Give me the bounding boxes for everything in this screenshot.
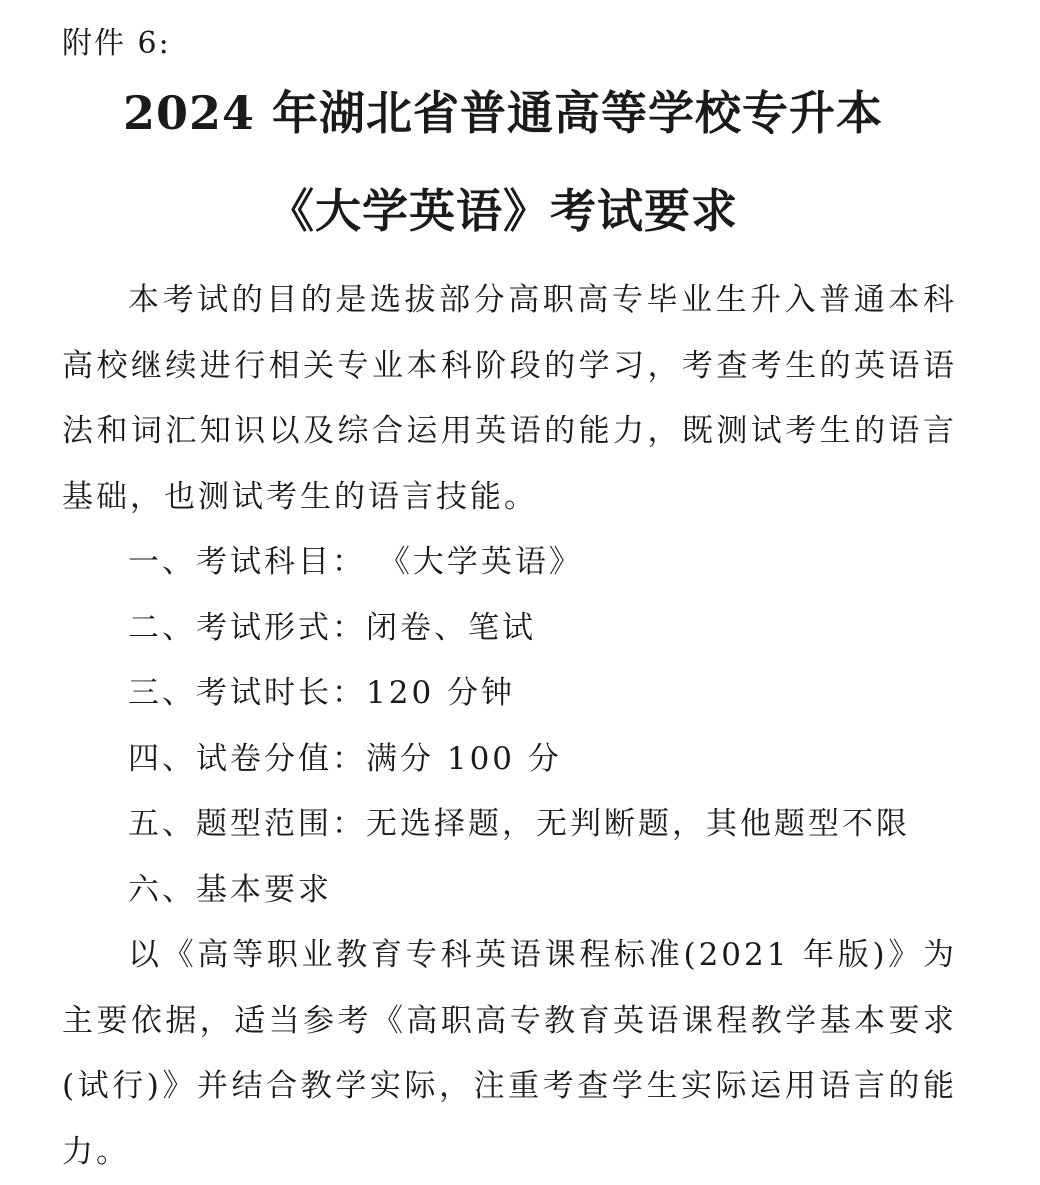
item-exam-score: 四、试卷分值：满分 100 分 [128, 740, 562, 777]
item-exam-duration: 三、考试时长：120 分钟 [128, 675, 516, 711]
item-basic-requirements: 六、基本要求 [128, 871, 332, 908]
item-question-types: 五、题型范围：无选择题，无判断题，其他题型不限 [128, 806, 910, 842]
intro-paragraph: 本考试的目的是选拔部分高职高专毕业生升入普通本科高校继续进行相关专业本科阶段的学习，考查考生的英语语法和词汇知识以及综合运用英语的能力，既测试考生的语言基础，也测试考生的语言技能。 [62, 282, 957, 515]
attachment-label: 附件 6: [62, 26, 171, 61]
requirements-paragraph: 以《高等职业教育专科英语课程标准(2021 年版)》为主要依据，适当参考《高职高专教育英语课程教学基本要求(试行)》并结合教学实际，注重考查学生实际运用语言的能力。 [62, 937, 957, 1170]
item-exam-subject: 一、考试科目： 《大学英语》 [128, 544, 583, 580]
item-exam-format: 二、考试形式：闭卷、笔试 [128, 609, 536, 646]
document-title-line-1: 2024 年湖北省普通高等学校专升本 [122, 86, 884, 140]
document-title-line-2: 《大学英语》考试要求 [268, 184, 738, 238]
document-body [62, 268, 957, 1185]
